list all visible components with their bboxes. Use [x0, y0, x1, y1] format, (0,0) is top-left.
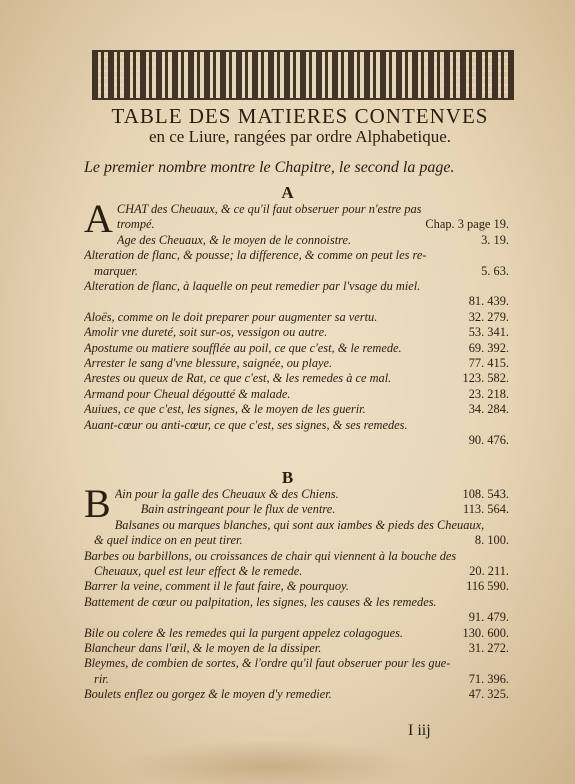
decorative-headpiece — [92, 50, 514, 100]
entry-ref: 116 590. — [466, 579, 509, 594]
entry-cont: rir. — [94, 671, 109, 686]
entry-text: Bile ou colere & les remedes qui la purgent appelez colagogues. — [84, 625, 403, 640]
entry-ref: 8. 100. — [474, 533, 509, 548]
entry-ref: 90. 476. — [468, 433, 509, 448]
index-entry — [84, 310, 509, 325]
index-entry — [84, 402, 509, 417]
entry-ref: 130. 600. — [462, 625, 509, 640]
page-signature: I iij — [408, 722, 431, 739]
entry-ref: 77. 415. — [468, 356, 509, 371]
entry-text: Age des Cheuaux, & le moyen de le connoistre. — [116, 232, 352, 247]
entry-ref: 47. 325. — [468, 687, 509, 702]
index-entry — [84, 656, 509, 687]
paper-stain — [120, 740, 420, 784]
entry-ref: Chap. 3 page 19. — [425, 217, 509, 232]
index-entry — [84, 579, 509, 594]
entry-ref: 32. 279. — [468, 309, 509, 324]
entry-ref: 69. 392. — [468, 340, 509, 355]
index-entry — [84, 341, 509, 356]
entry-text: Battement de cœur ou palpitation, les signes, les causes & les remedes. — [84, 594, 437, 609]
index-entry — [84, 325, 509, 340]
subtitle: Le premier nombre montre le Chapitre, le second la page. — [84, 159, 455, 176]
entry-ref: 53. 341. — [468, 325, 509, 340]
entry-ref: 23. 218. — [468, 386, 509, 401]
entry-ref: 81. 439. — [468, 294, 509, 309]
entry-text: Arestes ou queux de Rat, ce que c'est, & les remedes à ce mal. — [84, 371, 392, 386]
index-entry — [84, 502, 509, 517]
page-title-line2: en ce Liure, rangées par ordre Alphabetique. — [148, 127, 452, 146]
entry-text: Boulets enflez ou gorgez & le moyen d'y remedier. — [84, 687, 332, 702]
index-entry — [84, 641, 509, 656]
entry-cont: & quel indice on en peut tirer. — [94, 533, 243, 548]
entry-cont: trompé. — [116, 217, 155, 232]
entry-ref: 123. 582. — [462, 371, 509, 386]
entry-text: Armand pour Cheual dégoutté & malade. — [84, 386, 291, 401]
entry-ref: 3. 19. — [481, 232, 509, 247]
entry-text: Auiues, ce que c'est, les signes, & le moyen de les guerir. — [84, 402, 366, 417]
entry-text: Blancheur dans l'œil, & le moyen de la dissiper. — [84, 641, 322, 656]
entry-text: CHAT des Cheuaux, & ce qu'il faut obseruer pour n'estre pas — [116, 202, 422, 216]
index-entry — [84, 687, 509, 702]
entry-ref: 34. 284. — [468, 402, 509, 417]
entry-ref: 31. 272. — [468, 641, 509, 656]
entry-text: Ain pour la galle des Cheuaux & des Chiens. — [114, 487, 339, 501]
section-letter-a: A — [281, 183, 294, 202]
section-b-entries — [84, 481, 509, 703]
entry-text: Barrer la veine, comment il le faut faire, & pourquoy. — [84, 579, 349, 594]
entry-ref: 108. 543. — [462, 487, 509, 501]
index-entry — [84, 387, 509, 402]
entry-text: Arrester le sang d'vne blessure, saignée, ou playe. — [84, 356, 333, 371]
index-entry — [84, 371, 509, 386]
index-entry — [84, 626, 509, 641]
entry-text: Aloës, comme on le doit preparer pour augmenter sa vertu. — [84, 309, 378, 324]
index-entry — [84, 356, 509, 371]
index-entry — [84, 279, 509, 310]
entry-cont: marquer. — [94, 263, 138, 278]
entry-text: Bleymes, de combien de sortes, & l'ordre qu'il faut obseruer pour les gue- — [84, 656, 451, 671]
entry-text: Alteration de flanc, à laquelle on peut remedier par l'vsage du miel. — [84, 279, 421, 294]
entry-ref: 71. 396. — [468, 671, 509, 686]
index-entry — [84, 549, 509, 580]
entry-cont: Cheuaux, quel est leur effect & le remede. — [94, 564, 303, 579]
index-entry — [84, 248, 509, 279]
index-entry — [84, 595, 509, 626]
entry-ref: 113. 564. — [462, 502, 509, 517]
drop-cap-b: B — [84, 481, 111, 526]
entry-ref: 20. 211. — [469, 564, 509, 579]
entry-ref: 91. 479. — [468, 610, 509, 625]
drop-cap-a: A — [84, 196, 113, 241]
entry-text: Alteration de flanc, & pousse; la difference, & comme on peut les re- — [84, 248, 427, 263]
entry-text: Barbes ou barbillons, ou croissances de chair qui viennent à la bouche des — [84, 548, 457, 563]
page-title: TABLE DES MATIERES CONTENVES — [111, 104, 489, 128]
index-entry — [84, 518, 509, 549]
index-entry — [84, 233, 509, 248]
entry-text: Balsanes ou marques blanches, qui sont aux iambes & pieds des Cheuaux, — [114, 517, 485, 532]
section-a-entries — [84, 196, 509, 449]
index-entry — [84, 418, 509, 449]
entry-text: Bain astringeant pour le flux de ventre. — [140, 502, 336, 517]
entry-ref: 5. 63. — [481, 263, 509, 278]
entry-text: Amolir vne dureté, soit sur-os, vessigon ou autre. — [84, 325, 328, 340]
entry-text: Auant-cœur ou anti-cœur, ce que c'est, ses signes, & ses remedes. — [84, 417, 408, 432]
section-letter-b: B — [281, 468, 294, 487]
entry-text: Apostume ou matiere soufflée au poil, ce que c'est, & le remede. — [84, 340, 402, 355]
